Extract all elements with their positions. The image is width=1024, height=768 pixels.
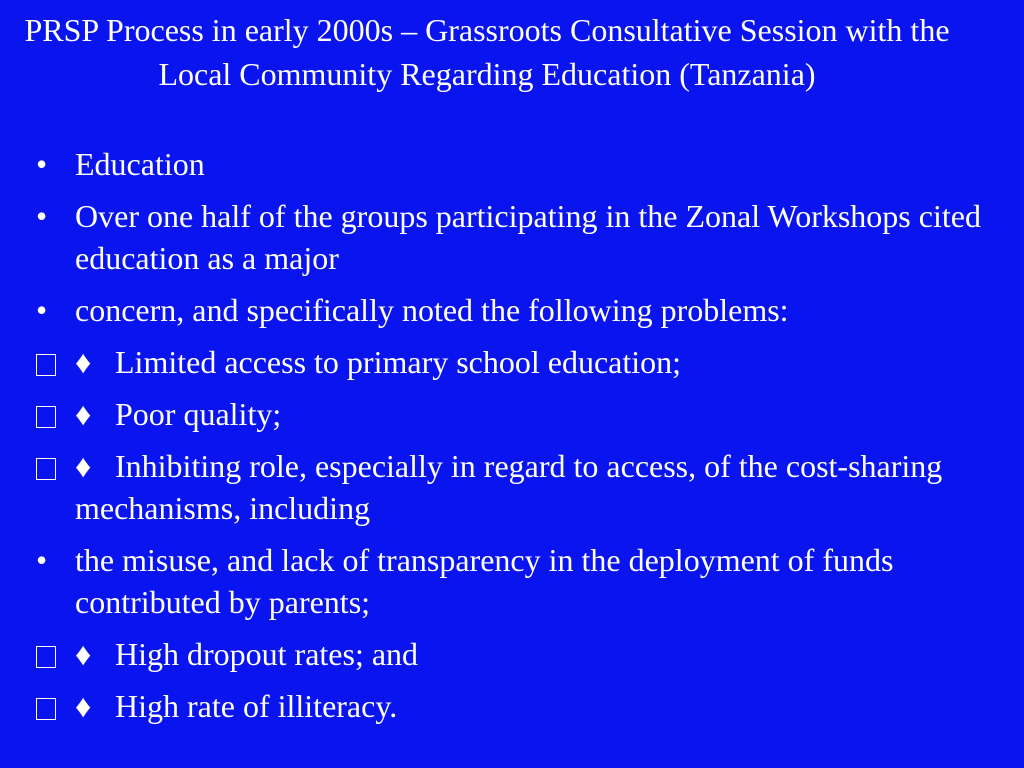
bullet-item [30,685,990,727]
bullet-item [30,539,990,623]
missing-glyph-box-icon [36,698,56,720]
bullet-text: concern, and specifically noted the following problems: [75,292,789,328]
bullet-item [30,195,990,279]
bullet-text: Education [75,146,205,182]
bullet-list [30,143,990,737]
bullet-text: High dropout rates; and [115,636,419,672]
missing-glyph-box-icon [36,458,56,480]
slide-title: PRSP Process in early 2000s – Grassroots Consultative Session with the Local Community Regarding Education (Tanzania) [24,12,950,92]
diamond-icon: ♦ [75,688,92,724]
bullet-dot-icon: • [36,198,48,234]
diamond-icon: ♦ [75,636,92,672]
bullet-text: High rate of illiteracy. [115,688,398,724]
bullet-item [30,143,990,185]
missing-glyph-box-icon [36,646,56,668]
diamond-icon: ♦ [75,344,92,380]
bullet-item [30,393,990,435]
bullet-dot-icon: • [36,146,48,182]
bullet-dot-icon: • [36,292,48,328]
missing-glyph-box-icon [36,406,56,428]
bullet-item [30,445,990,529]
diamond-icon: ♦ [75,396,92,432]
missing-glyph-box-icon [36,354,56,376]
bullet-text: Limited access to primary school education; [115,344,682,380]
bullet-text: Poor quality; [115,396,282,432]
bullet-text: Inhibiting role, especially in regard to access, of the cost-sharing mechanisms, including [75,448,943,526]
bullet-text: Over one half of the groups participating in the Zonal Workshops cited education as a major [75,198,981,276]
bullet-item [30,341,990,383]
bullet-dot-icon: • [36,542,48,578]
bullet-item [30,633,990,675]
bullet-text: the misuse, and lack of transparency in the deployment of funds contributed by parents; [75,542,894,620]
bullet-item [30,289,990,331]
diamond-icon: ♦ [75,448,92,484]
